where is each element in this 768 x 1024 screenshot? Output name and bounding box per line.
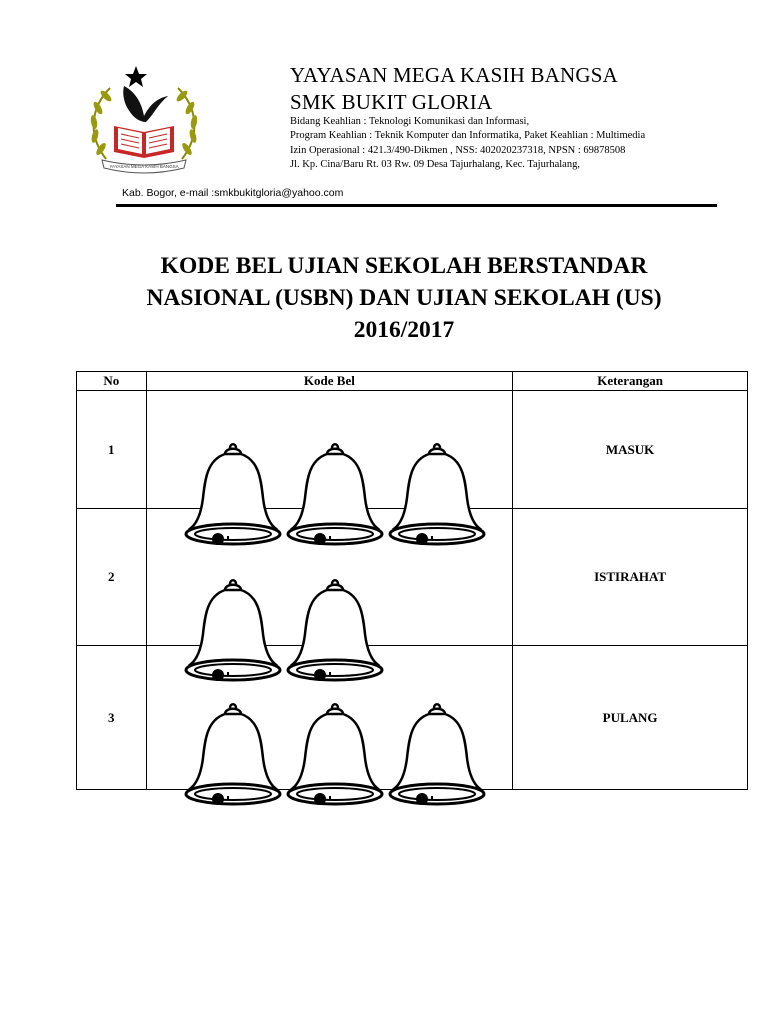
operational-permit: Izin Operasional : 421.3/490-Dikmen , NSS: 402020237318, NPSN : 69878508 (290, 144, 626, 156)
school-name: SMK BUKIT GLORIA (290, 90, 493, 114)
logo-ribbon-text: YAYASAN MEGA KASIH BANGSA (109, 164, 179, 169)
row-description: MASUK (513, 391, 748, 509)
table-row (77, 509, 748, 646)
row-description: ISTIRAHAT (513, 509, 748, 646)
header-no: No (77, 372, 147, 391)
bell-code-table (76, 371, 748, 790)
document-title (60, 250, 748, 346)
school-logo (84, 64, 204, 186)
title-line-1: KODE BEL UJIAN SEKOLAH BERSTANDAR (160, 253, 648, 279)
row-number: 1 (77, 391, 147, 509)
bell-code-cell (146, 509, 513, 646)
header-divider (116, 204, 717, 207)
row-description: PULANG (513, 646, 748, 790)
bell-code-cell (146, 391, 513, 509)
row-number: 2 (77, 509, 147, 646)
header-keterangan: Keterangan (513, 372, 748, 391)
bell-code-cell (146, 646, 513, 790)
title-line-2: NASIONAL (USBN) DAN UJIAN SEKOLAH (US) (146, 285, 662, 311)
address: Jl. Kp. Cina/Baru Rt. 03 Rw. 09 Desa Tajurhalang, Kec. Tajurhalang, (290, 159, 580, 171)
table-row (77, 391, 748, 509)
table-header-row (77, 372, 748, 391)
foundation-name: YAYASAN MEGA KASIH BANGSA (290, 63, 619, 87)
header-kode-bel: Kode Bel (146, 372, 513, 391)
program-of-expertise: Program Keahlian : Teknik Komputer dan Informatika, Paket Keahlian : Multimedia (290, 130, 646, 142)
field-of-expertise: Bidang Keahlian : Teknologi Komunikasi dan Informasi, (290, 116, 530, 127)
contact-line: Kab. Bogor, e-mail :smkbukitgloria@yahoo.com (122, 187, 344, 199)
table-row (77, 646, 748, 790)
school-info (290, 115, 730, 173)
school-heading (290, 62, 618, 116)
title-line-3: 2016/2017 (353, 317, 455, 343)
row-number: 3 (77, 646, 147, 790)
